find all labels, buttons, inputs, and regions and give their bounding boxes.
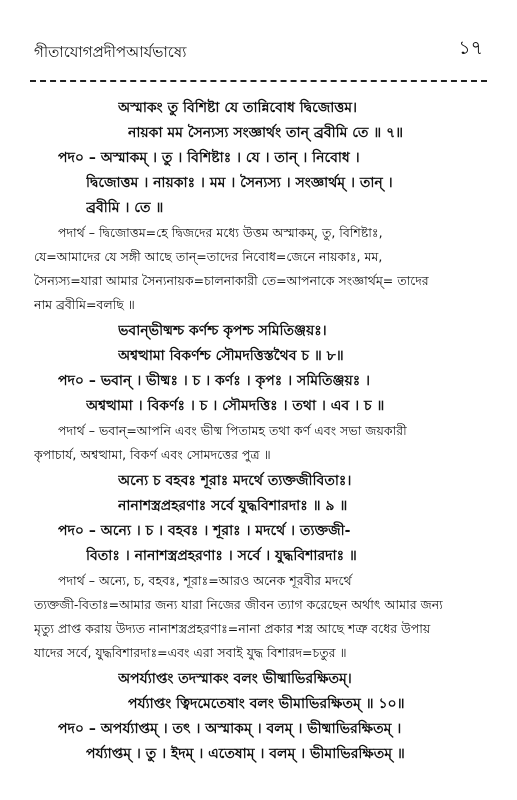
verse-8-line-2: অশ্বত্থামা বিকর্ণশ্চ সৌমদত্তিস্তথৈব চ ॥ ৮॥ [118, 348, 344, 364]
padam-7-line-2: দ্বিজোত্তম । নায়কাঃ । মম । সৈন্যস্য । সংজ্ঞার্থম্ । তান্ । [86, 175, 393, 191]
meaning-9-line-2: ত্যক্তজী-বিতাঃ=আমার জন্য যারা নিজের জীবন ত্যাগ করেছেন অর্থাৎ আমার জন্য [34, 597, 443, 612]
page-number: ১৭ [458, 37, 483, 59]
meaning-9-line-3: মৃত্যু প্রাপ্ত করায় উদ্যত নানাশস্ত্রপ্রহরণাঃ=নানা প্রকার শস্ত্র আছে শত্রু বধের উপায় [34, 621, 431, 636]
verse-7-line-1: অস্মাকং তু বিশিষ্টা যে তান্নিবোধ দ্বিজোত্তম। [118, 100, 358, 116]
meaning-8-line-2: কৃপাচার্য, অশ্বত্থামা, বিকর্ণ এবং সোমদত্তের পুত্র ॥ [34, 447, 271, 462]
padam-9-line-1: পদ০ – অন্যে । চ । বহবঃ । শূরাঃ । মদর্থে । ত্যক্তজী- [58, 523, 351, 539]
padam-9-line-2: বিতাঃ । নানাশস্ত্রপ্রহরণাঃ । সর্বে । যুদ্ধবিশারদাঃ ॥ [86, 548, 357, 564]
meaning-7-line-2: যে=আমাদের যে সঙ্গী আছে তান্=তাদের নিবোধ=জেনে নায়কাঃ, মম, [34, 249, 383, 264]
verse-9-line-1: অন্যে চ বহবঃ শূরাঃ মদর্থে ত্যক্তজীবিতাঃ। [118, 473, 352, 489]
header-divider [30, 80, 487, 82]
verse-8-line-1: ভবান্ভীষ্মশ্চ কর্ণশ্চ কৃপশ্চ সমিতিঞ্জয়ঃ। [118, 323, 327, 339]
page-header [34, 36, 483, 66]
meaning-7-line-4: নাম ব্রবীমি=বলছি ॥ [34, 297, 135, 312]
meaning-7-line-1: পদার্থ – দ্বিজোত্তম=হে দ্বিজদের মধ্যে উত্তম অস্মাকম্, তু, বিশিষ্টাঃ, [58, 225, 383, 240]
meaning-9-line-4: যাদের সর্বে, যুদ্ধবিশারদাঃ=এবং এরা সবাই যুদ্ধ বিশারদ=চতুর ॥ [34, 645, 347, 660]
padam-10-line-2: পর্য্যাপ্তম্ । তু । ইদম্ । এতেষাম্ । বলম্ । ভীমাভিরক্ষিতম্ ॥ [86, 746, 405, 762]
meaning-7-line-3: সৈন্যস্য=যারা আমার সৈন্যনায়ক=চালনাকারী তে=আপনাকে সংজ্ঞার্থম্= তাদের [34, 273, 429, 288]
padam-8-line-1: পদ০ – ভবান্ । ভীষ্মঃ । চ । কর্ণঃ । কৃপঃ । সমিতিঞ্জয়ঃ । [58, 373, 371, 389]
meaning-9-line-1: পদার্থ – অন্যে, চ, বহবঃ, শূরাঃ=আরও অনেক শূরবীর মদর্থে [58, 573, 352, 588]
verse-10-line-1: অপর্য্যাপ্তং তদস্মাকং বলং ভীষ্মাভিরক্ষিতম্। [118, 671, 352, 687]
padam-7-line-3: ব্রবীমি । তে ॥ [86, 200, 164, 216]
verse-7-line-2: নায়কা মম সৈন্যস্য সংজ্ঞার্থং তান্ ব্রবীমি তে ॥ ৭॥ [128, 125, 404, 141]
padam-8-line-2: অশ্বত্থামা । বিকর্ণঃ । চ । সৌমদত্তিঃ । তথা । এব । চ ॥ [86, 398, 385, 414]
running-title: গীতাযোগপ্রদীপআর্যভাষ্যে [34, 43, 187, 61]
padam-7-line-1: পদ০ – অস্মাকম্ । তু । বিশিষ্টাঃ । যে । তান্ । নিবোধ । [58, 150, 360, 166]
meaning-8-line-1: পদার্থ – ভবান্=আপনি এবং ভীষ্ম পিতামহ তথা কর্ণ এবং সভা জয়কারী [58, 423, 407, 438]
padam-10-line-1: পদ০ – অপর্য্যাপ্তম্ । তৎ । অস্মাকম্ । বলম্ । ভীষ্মাভিরক্ষিতম্ । [58, 721, 402, 737]
verse-9-line-2: নানাশস্ত্রপ্রহরণাঃ সর্বে যুদ্ধবিশারদাঃ ॥ ৯ ॥ [118, 498, 348, 514]
verse-10-line-2: পর্য্যাপ্তং ত্বিদমেতেষাং বলং ভীমাভিরক্ষিতম্ ॥ ১০॥ [128, 696, 405, 712]
